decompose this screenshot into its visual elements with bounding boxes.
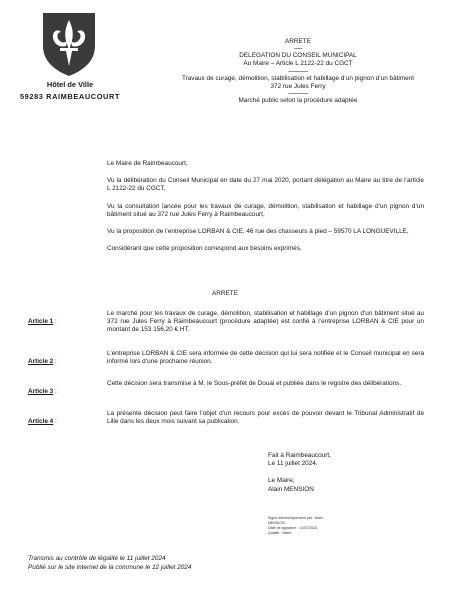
title-line: Marché public selon la procédure adaptée	[238, 97, 358, 105]
article-1-label-wrap: Article 1 :	[28, 318, 57, 325]
e-sign-line: MENSION	[268, 521, 285, 525]
signature-date: Le 11 juillet 2024.	[268, 460, 318, 468]
article-text: Le marché pour les travaux de curage, démolition, stabilisation et habillage d’un pignon d’un bâtiment situé au 372 rue Jules Ferry à Raimbeaucourt (procédure adaptée) est confié à l’entreprise LORBAN & CIE pour un montant de 153 156,20 € HT.	[107, 310, 424, 334]
e-sign-line: Qualité : Maire	[268, 531, 292, 535]
article-4-label-wrap: Article 4 :	[28, 418, 57, 425]
title-separator: -----	[293, 45, 303, 53]
article-text: L’entreprise LORBAN & CIE sera informée de cette décision qui lui sera notifiée et le Conseil municipal en sera informé lors d’une prochaine réunion.	[107, 350, 424, 366]
article-label: Article 3	[28, 388, 54, 395]
e-sign-line: Date de signature : 11/07/2024	[268, 526, 318, 530]
title-line: DELEGATION DU CONSEIL MUNICIPAL	[239, 52, 357, 60]
title-separator: ------------	[288, 90, 308, 98]
org-name	[14, 80, 126, 104]
preamble-line: Vu la proposition de l’entreprise LORBAN & CIE, 46 rue des chasseurs à pied – 59570 LA LONGUEVILLE,	[107, 228, 409, 236]
title-line: Au Maire – Article L 2122-22 du CGCT	[243, 60, 353, 68]
preamble	[107, 160, 424, 253]
article-label: Article 2	[28, 358, 54, 365]
transmission-note: Transmis au contrôle de légalité le 11 juillet 2024	[28, 555, 166, 562]
signature-name: Alain MENSION	[268, 485, 314, 493]
decree-title-block	[150, 38, 446, 105]
signature-block	[268, 452, 428, 494]
signature-place: Fait à Raimbeaucourt,	[268, 452, 331, 459]
article-label: Article 1	[28, 318, 54, 325]
e-sign-line: Signé électroniquement par : Alain	[268, 516, 323, 520]
municipal-crest-logo	[40, 10, 98, 78]
publication-note: Publié sur le site internet de la commune le 12 juillet 2024	[28, 564, 192, 571]
article-label: Article 4	[28, 418, 54, 425]
title-separator: ------------	[288, 67, 308, 75]
org-line-address: 59283 RAIMBEAUCOURT	[19, 92, 121, 101]
article-text: Cette décision sera transmise à M. le Sous-préfet de Douai et publiée dans le registre des délibérations.	[107, 380, 402, 387]
preamble-line: Considérant que cette proposition correspond aux besoins exprimés,	[107, 245, 302, 253]
preamble-line: Vu la délibération du Conseil Municipal en date du 27 mai 2020, portant délégation au Maire au titre de l’article L 2122-22 du CGCT,	[107, 177, 424, 193]
signature-role: Le Maire,	[268, 477, 295, 485]
title-line: ARRETE	[285, 38, 311, 45]
article-2-label-wrap: Article 2 :	[28, 358, 57, 365]
title-line: 372 rue Jules Ferry	[270, 82, 326, 90]
article-text: La présente décision peut faire l’objet d’un recours pour excès de pouvoir devant le Tribunal Administratif de Lille dans les deux mois suivant sa publication.	[107, 410, 424, 426]
footer-notes	[28, 554, 328, 572]
preamble-line: Le Maire de Raimbeaucourt,	[107, 160, 188, 167]
preamble-line: Vu la consultation lancée pour les travaux de curage, démolition, stabilisation et habillage d’un pignon d’un bâtiment situé au 372 rue Jules Ferry à Raimbeaucourt,	[107, 202, 424, 218]
org-line-townhall: Hôtel de Ville	[46, 80, 94, 89]
electronic-signature-stamp	[268, 516, 408, 536]
article-3-label-wrap: Article 3 :	[28, 388, 57, 395]
decision-heading: ARRETE	[212, 290, 238, 297]
title-line: Travaux de curage, démolition, stabilisation et habillage d’un pignon d’un bâtiment	[181, 74, 415, 82]
